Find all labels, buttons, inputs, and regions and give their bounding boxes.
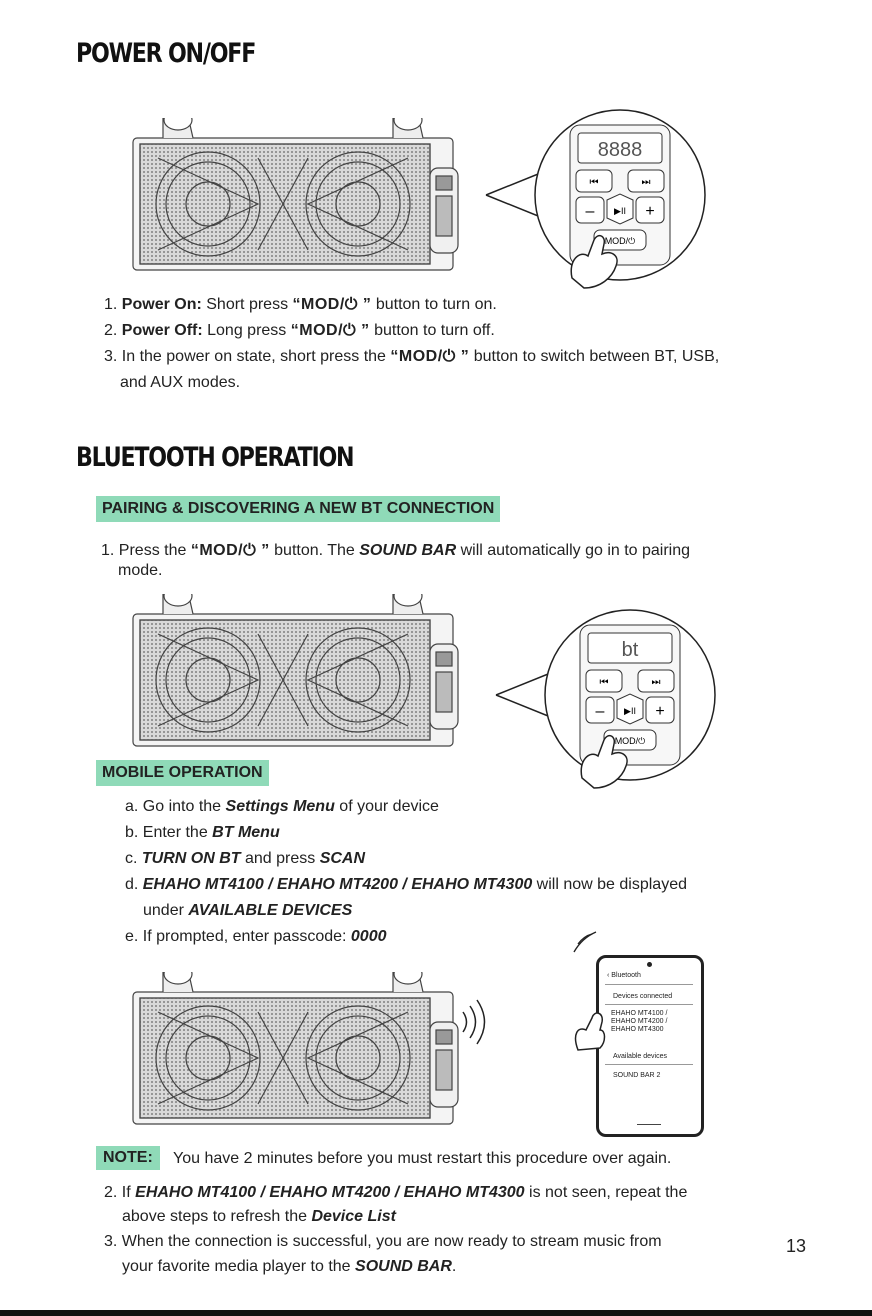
page-number: 13 — [786, 1236, 807, 1256]
bt-step-2: 2. If EHAHO MT4100 / EHAHO MT4200 / EHAHO MT4300 is not seen, repeat the — [104, 1184, 688, 1201]
svg-text:+: + — [645, 203, 655, 220]
soundbar-illustration-pairing — [118, 594, 468, 754]
power-item-3-cont: and AUX modes. — [120, 374, 241, 391]
svg-text:▶II: ▶II — [614, 206, 626, 216]
bt-step-3-cont: your favorite media player to the SOUND BAR. — [122, 1258, 457, 1275]
phone-device-list[interactable]: EHAHO MT4100 / EHAHO MT4200 / EHAHO MT4300 — [611, 1010, 668, 1033]
pairing-display: bt — [621, 639, 639, 661]
mobile-step-a: a. Go into the Settings Menu of your device — [125, 798, 439, 815]
svg-text:⏮: ⏮ — [599, 677, 609, 688]
svg-text:⏭: ⏭ — [651, 677, 661, 688]
bt-step-1: 1. Press the “MOD/⏻ ” button. The SOUND BAR will automatically go in to pairing — [101, 542, 691, 559]
svg-text:+: + — [655, 703, 665, 720]
bt-heading: BLUETOOTH OPERATION — [76, 442, 354, 473]
phone-back-link[interactable]: ‹ Bluetooth — [607, 972, 641, 979]
power-item-1: 1. Power On: Short press “MOD/⏻ ” button to turn on. — [104, 296, 497, 313]
phone-hand-illustration — [566, 930, 606, 1055]
svg-text:–: – — [585, 203, 595, 220]
mobile-step-c: c. TURN ON BT and press SCAN — [125, 850, 366, 867]
mobile-tag: MOBILE OPERATION — [96, 760, 269, 786]
bt-step-2-cont: above steps to refresh the Device List — [122, 1208, 396, 1225]
svg-text:▶II: ▶II — [624, 706, 636, 716]
phone-illustration — [596, 955, 704, 1137]
pairing-mod-button: MOD/⏻ — [614, 736, 646, 746]
svg-text:⏭: ⏭ — [641, 177, 651, 188]
phone-available-device[interactable]: SOUND BAR 2 — [613, 1072, 661, 1079]
mobile-step-d-cont: under AVAILABLE DEVICES — [143, 902, 353, 919]
bt-step-3: 3. When the connection is successful, you are now ready to stream music from — [104, 1233, 662, 1250]
power-item-2: 2. Power Off: Long press “MOD/⏻ ” button to turn off. — [104, 322, 495, 339]
phone-available-label: Available devices — [613, 1053, 667, 1060]
power-heading: POWER ON/OFF — [76, 38, 256, 69]
mobile-step-e: e. If prompted, enter passcode: 0000 — [125, 928, 387, 945]
camera-icon — [647, 962, 652, 967]
phone-connected-label: Devices connected — [613, 993, 673, 1000]
control-panel-callout — [480, 100, 720, 300]
mobile-step-b: b. Enter the BT Menu — [125, 824, 280, 841]
note-text: You have 2 minutes before you must restart this procedure over again. — [173, 1150, 672, 1167]
pairing-tag: PAIRING & DISCOVERING A NEW BT CONNECTION — [96, 496, 500, 522]
note-tag: NOTE: — [96, 1146, 160, 1170]
bt-step-1-cont: mode. — [118, 562, 163, 579]
control-panel-callout-pairing — [490, 600, 730, 800]
svg-text:⏮: ⏮ — [589, 177, 599, 188]
svg-text:–: – — [595, 703, 605, 720]
soundbar-illustration — [118, 118, 468, 278]
power-display: 8888 — [597, 139, 643, 161]
soundbar-illustration-streaming — [118, 972, 498, 1132]
page-bottom-rule — [0, 1310, 872, 1316]
power-mod-button: MOD/⏻ — [604, 236, 636, 246]
mobile-step-d: d. EHAHO MT4100 / EHAHO MT4200 / EHAHO MT4300 will now be displayed — [125, 876, 687, 893]
power-item-3: 3. In the power on state, short press the “MOD/⏻ ” button to switch between BT, USB, — [104, 348, 720, 365]
